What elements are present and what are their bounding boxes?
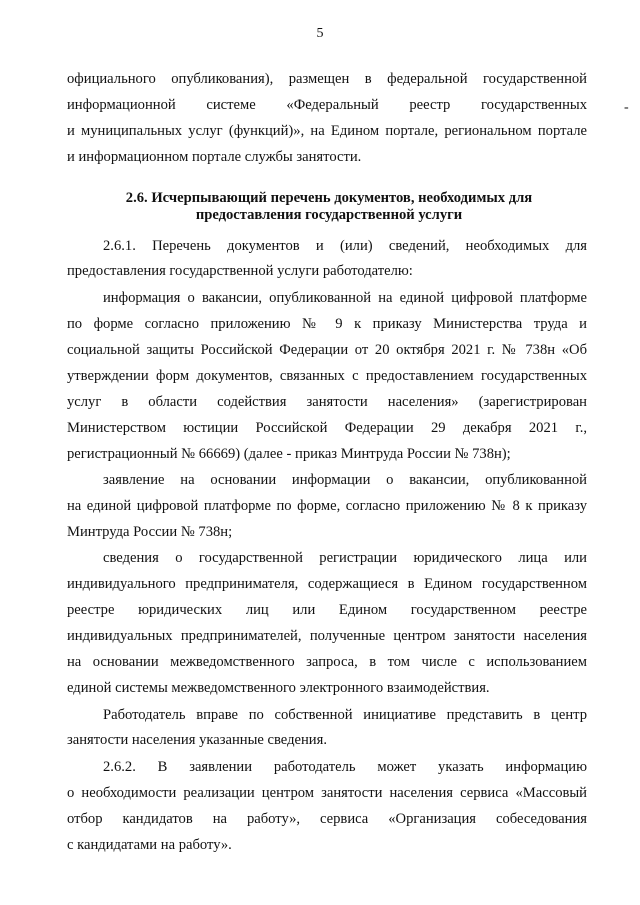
paragraph-line: отбор кандидатов на работу», сервиса «Организация собеседования <box>67 811 587 827</box>
paragraph-line: индивидуального предпринимателя, содержащиеся в Едином государственном <box>67 576 587 592</box>
paragraph-line: сведения о государственной регистрации юридического лица или <box>103 550 587 566</box>
page-number: 5 <box>316 26 324 41</box>
paragraph-line: и муниципальных услуг (функций)», на Едином портале, региональном портале <box>67 123 587 139</box>
paragraph-line: предоставления государственной услуги работодателю: <box>67 263 413 279</box>
paragraph-line: утверждении форм документов, связанных с предоставлением государственных <box>67 368 587 384</box>
paragraph-line: Работодатель вправе по собственной инициативе представить в центр <box>103 707 587 723</box>
paragraph-line: реестре юридических лиц или Едином государственном реестре <box>67 602 587 618</box>
paragraph-line: 2.6.1. Перечень документов и (или) сведений, необходимых для <box>103 238 587 254</box>
paragraph-line: единой системы межведомственного электронного взаимодействия. <box>67 680 490 696</box>
paragraph-line: на единой цифровой платформе по форме, согласно приложению № 8 к приказу <box>67 498 587 514</box>
paragraph-line: официального опубликования), размещен в федеральной государственной <box>67 71 587 87</box>
paragraph-line: о необходимости реализации центром занятости населения сервиса «Массовый <box>67 785 587 801</box>
paragraph-line: Минтруда России № 738н; <box>67 524 233 540</box>
section-heading-line: предоставления государственной услуги <box>195 207 463 223</box>
paragraph-line: занятости населения указанные сведения. <box>67 732 327 748</box>
paragraph-line: и информационном портале службы занятости. <box>67 149 362 165</box>
paragraph-line: индивидуальных предпринимателей, полученные центром занятости населения <box>67 628 587 644</box>
paragraph-line: информация о вакансии, опубликованной на единой цифровой платформе <box>103 290 587 306</box>
paragraph-line: социальной защиты Российской Федерации от 20 октября 2021 г. № 738н «Об <box>67 342 587 358</box>
paragraph-line: регистрационный № 66669) (далее - приказ Минтруда России № 738н); <box>67 446 511 462</box>
paragraph-line: с кандидатами на работу». <box>67 837 232 853</box>
paragraph-line: 2.6.2. В заявлении работодатель может указать информацию <box>103 759 587 775</box>
paragraph-line: по форме согласно приложению № 9 к приказу Министерства труда и <box>67 316 587 332</box>
paragraph-line: Министерством юстиции Российской Федерации 29 декабря 2021 г., <box>67 420 587 436</box>
section-heading-line: 2.6. Исчерпывающий перечень документов, необходимых для <box>125 190 533 206</box>
paragraph-line: заявление на основании информации о вакансии, опубликованной <box>103 472 587 488</box>
margin-mark: - <box>624 100 629 115</box>
paragraph-line: на основании межведомственного запроса, в том числе с использованием <box>67 654 587 670</box>
paragraph-line: услуг в области содействия занятости населения» (зарегистрирован <box>67 394 587 410</box>
paragraph-line: информационной системе «Федеральный реестр государственных <box>67 97 587 113</box>
